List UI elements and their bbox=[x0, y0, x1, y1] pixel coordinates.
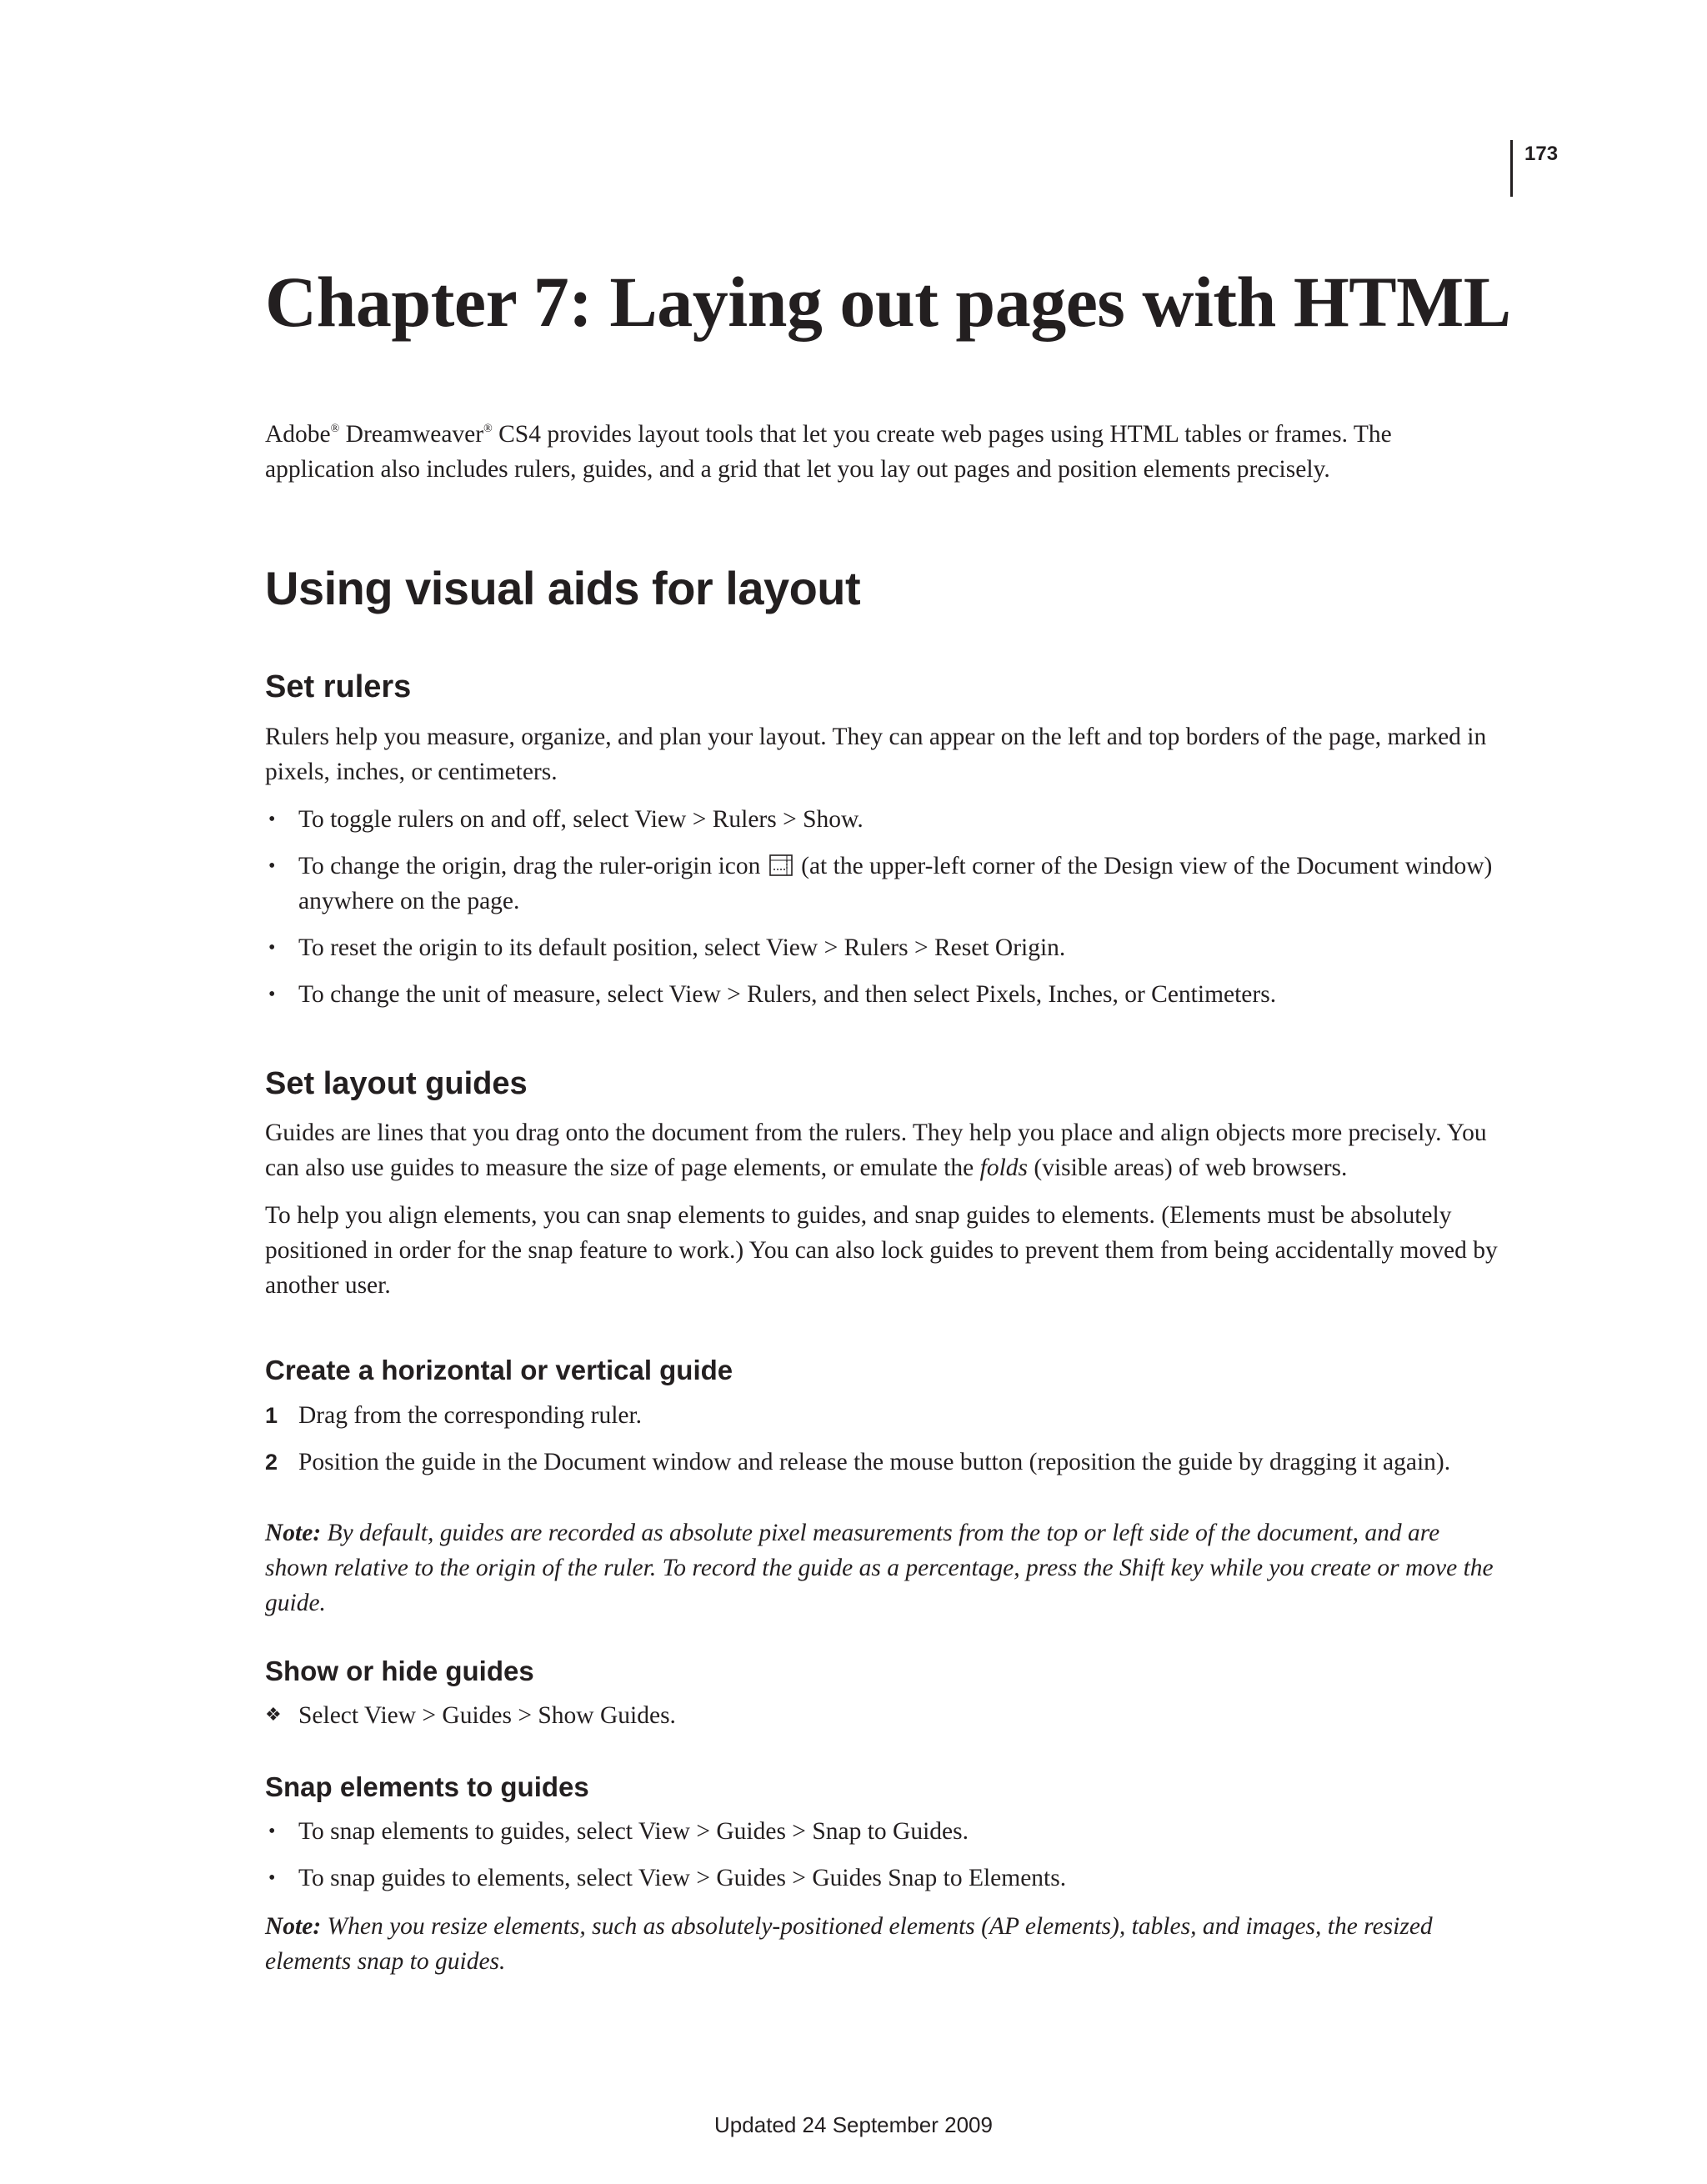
layout-guides-paragraph-2: To help you align elements, you can snap elements to guides, and snap guides to elements. (Elements must be absolutely positioned in order for the snap feature to work.) You can also lock guides to prevent them from being accidentally moved by another user. bbox=[265, 1202, 1498, 1299]
bullet-icon: • bbox=[268, 1821, 276, 1842]
create-guide-steps bbox=[265, 1398, 1499, 1491]
list-item bbox=[265, 802, 1499, 837]
snap-elements-list bbox=[265, 1814, 1499, 1907]
list-item-text: To snap guides to elements, select View > Guides > Guides Snap to Elements. bbox=[298, 1865, 1067, 1891]
chapter-title: Chapter 7: Laying out pages with HTML bbox=[265, 262, 1511, 342]
layout-guides-paragraph-1 bbox=[265, 1115, 1499, 1185]
bullet-icon: • bbox=[268, 809, 276, 830]
set-rulers-paragraph: Rulers help you measure, organize, and plan your layout. They can appear on the left and top borders of the page, marked in pixels, inches, or centimeters. bbox=[265, 724, 1487, 785]
list-item-text: To snap elements to guides, select View > Guides > Snap to Guides. bbox=[298, 1818, 969, 1845]
bullet-icon: • bbox=[268, 1867, 276, 1889]
snap-elements-note bbox=[265, 1909, 1499, 1979]
show-hide-guides-heading: Show or hide guides bbox=[265, 1656, 534, 1686]
list-item bbox=[265, 1861, 1499, 1896]
step-text: Position the guide in the Document window and release the mouse button (reposition the guide by dragging it again). bbox=[298, 1449, 1451, 1475]
intro-dreamweaver: Dreamweaver bbox=[345, 421, 484, 448]
step-text: Drag from the corresponding ruler. bbox=[298, 1402, 643, 1429]
list-item bbox=[265, 1698, 1499, 1733]
list-item-text: To change the origin, drag the ruler-origin icon bbox=[298, 853, 761, 879]
section-heading: Using visual aids for layout bbox=[265, 562, 861, 614]
list-item-text: To toggle rulers on and off, select View > Rulers > Show. bbox=[298, 806, 864, 833]
text-run: (visible areas) of web browsers. bbox=[1034, 1155, 1348, 1181]
create-guide-note bbox=[265, 1515, 1499, 1620]
ruler-origin-icon bbox=[768, 853, 793, 878]
intro-paragraph bbox=[265, 417, 1499, 487]
note-text: By default, guides are recorded as absolute pixel measurements from the top or left side of the document, and are shown relative to the origin of the ruler. To record the guide as a percentage, press the Shift key while you create or move the guide. bbox=[265, 1520, 1494, 1616]
bullet-icon: • bbox=[268, 855, 276, 877]
footer-updated-date: Updated 24 September 2009 bbox=[714, 2112, 993, 2137]
create-guide-heading: Create a horizontal or vertical guide bbox=[265, 1355, 733, 1385]
set-rulers-list bbox=[265, 802, 1499, 1024]
snap-elements-heading: Snap elements to guides bbox=[265, 1771, 589, 1802]
list-item-text: To reset the origin to its default position, select View > Rulers > Reset Origin. bbox=[298, 934, 1066, 961]
bullet-icon: • bbox=[268, 984, 276, 1005]
text-run: Guides are lines that you drag onto the document from the rulers. They help you place and align objects more precisely. You can also use guides to measure the size of page elements, or emulate the bbox=[265, 1120, 1487, 1181]
note-text: When you resize elements, such as absolutely-positioned elements (AP elements), tables, and images, the resized elements snap to guides. bbox=[265, 1913, 1433, 1975]
intro-rest: CS4 provides layout tools that let you create web pages using HTML tables or frames. The application also includes rulers, guides, and a grid that let you lay out pages and position elements precisely. bbox=[265, 421, 1392, 483]
step-item bbox=[265, 1445, 1499, 1480]
list-item bbox=[265, 930, 1499, 965]
step-number: 1 bbox=[265, 1403, 278, 1428]
show-hide-guides-list bbox=[265, 1698, 1499, 1745]
diamond-bullet-icon: ❖ bbox=[265, 1705, 282, 1726]
set-rulers-heading: Set rulers bbox=[265, 669, 412, 704]
intro-adobe: Adobe bbox=[265, 421, 331, 448]
list-item bbox=[265, 849, 1499, 919]
registered-mark: ® bbox=[330, 423, 340, 435]
step-number: 2 bbox=[265, 1450, 278, 1475]
list-item-text: (at the upper-left corner of the Design view of the Document window) anywhere on the page. bbox=[298, 853, 1493, 914]
bullet-icon: • bbox=[268, 937, 276, 959]
list-item-text: To change the unit of measure, select View > Rulers, and then select Pixels, Inches, or Centimeters. bbox=[298, 981, 1277, 1008]
list-item bbox=[265, 1814, 1499, 1849]
note-label: Note: bbox=[265, 1913, 322, 1940]
registered-mark: ® bbox=[483, 423, 493, 435]
folds-term: folds bbox=[979, 1155, 1029, 1181]
note-label: Note: bbox=[265, 1520, 322, 1546]
list-item-text: Select View > Guides > Show Guides. bbox=[298, 1702, 676, 1729]
list-item bbox=[265, 977, 1499, 1012]
step-item bbox=[265, 1398, 1499, 1433]
set-layout-guides-heading: Set layout guides bbox=[265, 1066, 528, 1101]
page-number: 173 bbox=[1510, 140, 1558, 197]
